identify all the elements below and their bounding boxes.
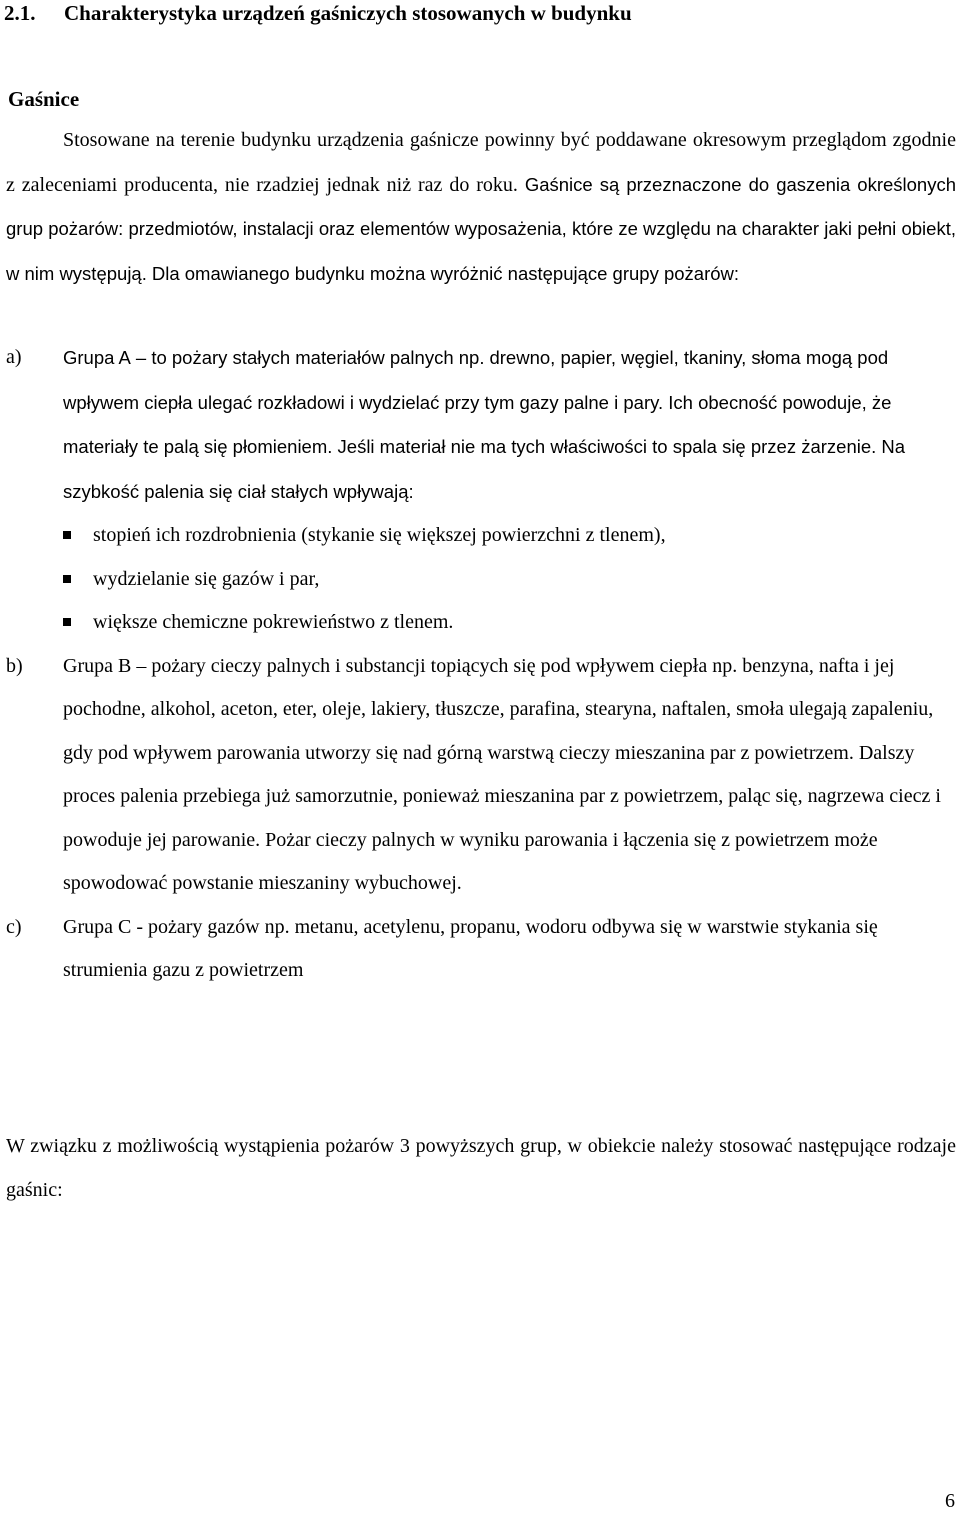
- conclusion-paragraph: W związku z możliwością wystąpienia pożarów 3 powyższych grup, w obiekcie należy stosować następujące rodzaje gaśnic:: [6, 1135, 956, 1201]
- section-title: Charakterystyka urządzeń gaśniczych stosowanych w budynku: [64, 1, 632, 25]
- section-heading: [4, 0, 632, 26]
- list-item-group-b: [6, 645, 950, 906]
- group-a-lead: – to pożary stałych materiałów palnych np.: [135, 347, 485, 368]
- section-number: 2.1.: [4, 1, 36, 25]
- subsection-title: Gaśnice: [8, 87, 80, 111]
- group-a-description: drewno, papier, węgiel, tkaniny, słoma mogą pod wpływem ciepła ulegać rozkładowi i wydzielać przy tym gazy palne i pary. Ich obecność powoduje, że materiały te palą się płomieniem. Jeśli materiał nie ma tych właściwości to spala się przez żarzenie. Na szybkość palenia się ciał stałych wpływają:: [63, 347, 906, 502]
- fire-groups-list: [6, 336, 950, 993]
- bullet-text: stopień ich rozdrobnienia (stykanie się większej powierzchni z tlenem),: [93, 524, 666, 546]
- intro-sentence-2: Gaśnice są przeznaczone do gaszenia określonych grup pożarów: przedmiotów, instalacji oraz elementów wyposażenia, które ze względu na charakter jaki pełni obiekt, w nim występują.: [6, 173, 957, 284]
- group-a-label: Grupa A: [63, 347, 131, 368]
- bullet-text: większe chemiczne pokrewieństwo z tlenem.: [93, 611, 454, 633]
- list-marker: b): [6, 654, 23, 677]
- square-bullet-icon: [63, 618, 71, 626]
- page-number: 6: [945, 1490, 955, 1512]
- list-item-group-c: [6, 906, 950, 993]
- list-marker: c): [6, 915, 22, 938]
- square-bullet-icon: [63, 531, 71, 539]
- list-item: [63, 558, 950, 602]
- intro-paragraph: [6, 119, 956, 296]
- list-item: [63, 601, 950, 645]
- square-bullet-icon: [63, 575, 71, 583]
- group-b-text: Grupa B – pożary cieczy palnych i substancji topiących się pod wpływem ciepła np. benzyna, nafta i jej pochodne, alkohol, aceton, eter, oleje, lakiery, tłuszcze, parafina, stearyna, naftalen, smoła ulegają zapaleniu, gdy pod wpływem parowania utworzy się nad górną warstwą cieczy mieszanina par z powietrzem. Dalszy proces palenia przebiega już samorzutnie, ponieważ mieszanina par z powietrzem, paląc się, nagrzewa ciecz i powoduje jej parowanie. Pożar cieczy palnych w wyniku parowania i łączenia się z powietrzem może spowodować powstanie mieszaniny wybuchowej.: [63, 654, 941, 894]
- list-item-group-a: [6, 336, 950, 645]
- intro-sentence-1: Stosowane na terenie budynku urządzenia gaśnicze powinny być poddawane okresowym przeglądom zgodnie z zaleceniami producenta, nie rzadziej jednak niż raz do roku.: [6, 129, 956, 196]
- group-c-text: Grupa C - pożary gazów np. metanu, acetylenu, propanu, wodoru odbywa się w warstwie stykania się strumienia gazu z powietrzem: [63, 915, 878, 981]
- bullet-text: wydzielanie się gazów i par,: [93, 567, 320, 590]
- list-item: [63, 514, 950, 558]
- group-a-factors: [63, 514, 950, 645]
- list-marker: a): [6, 346, 22, 368]
- intro-sentence-3: Dla omawianego budynku można wyróżnić następujące grupy pożarów:: [151, 262, 740, 284]
